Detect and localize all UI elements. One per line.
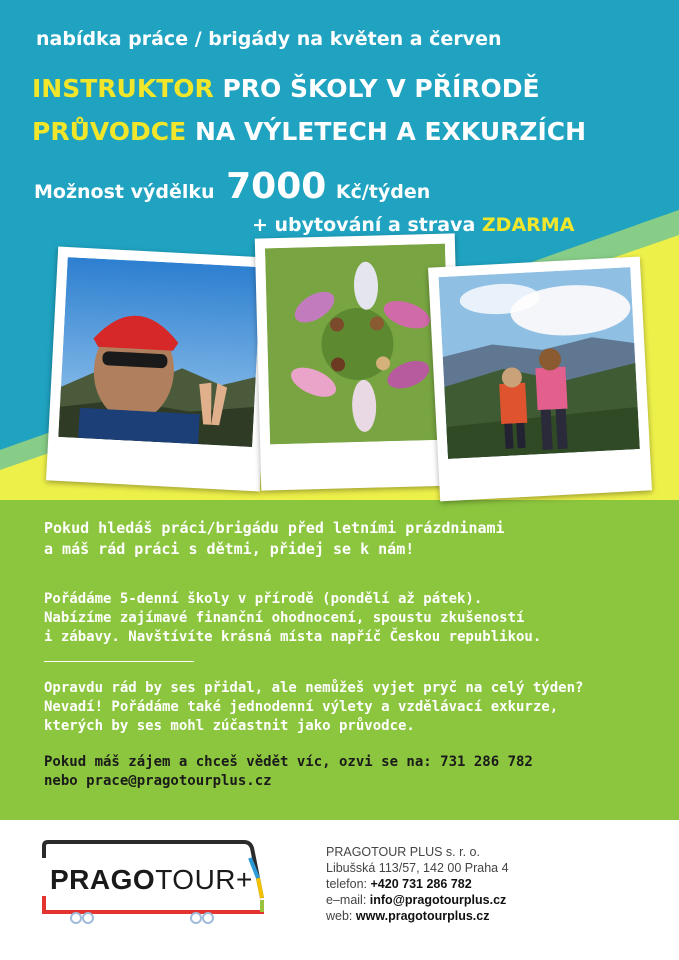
headline-instructor-highlight: INSTRUKTOR [32,74,214,103]
earnings-amount: 7000 [226,166,327,207]
logo-prago: PRAGO [50,864,156,895]
job-offer-subtitle: nabídka práce / brigády na květen a červen [36,28,502,50]
earnings-line [34,166,430,207]
logo-tour: TOUR+ [155,864,253,895]
headline-instructor [32,74,540,103]
pragotour-logo [36,838,276,928]
footer [0,820,679,960]
web-link[interactable]: www.pragotourplus.cz [355,909,490,923]
headline-guide-highlight: PRŮVODCE [32,117,187,146]
earnings-prefix: Možnost výdělku [34,181,215,203]
about-paragraph [44,590,541,647]
email-label: e–mail: [326,893,367,907]
photo-cyclist [46,247,272,492]
intro-line: Pokud hledáš práci/brigádu před letními prázdninami [44,519,505,537]
benefits-prefix: + ubytování a strava [252,214,476,236]
trips-line: kterých by ses mohl zúčastnit jako průvodce. [44,718,415,734]
contact-paragraph [44,753,533,791]
trips-line: Nevadí! Pořádáme také jednodenní výlety a vzdělávací exkurze, [44,699,559,715]
company-web [326,908,489,924]
benefits-free: ZDARMA [481,214,575,236]
web-label: web: [326,909,353,923]
photo-children-mountains [428,257,652,502]
earnings-unit: Kč/týden [335,181,431,203]
company-phone [326,876,472,892]
intro-paragraph [44,518,505,560]
benefits-line [252,214,574,236]
intro-line: a máš rád práci s dětmi, přidej se k nám! [44,540,415,558]
headline-guide [32,117,586,146]
trips-line: Opravdu rád by ses přidal, ale nemůžeš vyjet pryč na celý týden? [44,680,584,696]
headline-instructor-rest: PRO ŠKOLY V PŘÍRODĚ [222,74,540,103]
about-line: Pořádáme 5-denní školy v přírodě (pondělí až pátek). [44,591,483,607]
phone-label: telefon: [326,877,368,891]
phone-value[interactable]: +420 731 286 782 [370,877,472,891]
children-circle-image [265,244,450,445]
trips-paragraph [44,679,583,736]
contact-line: nebo prace@pragotourplus.cz [44,773,272,789]
email-link[interactable]: info@pragotourplus.cz [369,893,507,907]
cyclist-image [58,257,261,447]
about-line: i zábavy. Navštívíte krásná místa napříč Českou republikou. [44,629,542,645]
company-address: Libušská 113/57, 142 00 Praha 4 [326,861,509,875]
children-mountains-image [439,267,640,459]
contact-line: Pokud máš zájem a chceš vědět víc, ozvi se na: 731 286 782 [44,754,533,770]
company-email [326,892,506,908]
headline-guide-rest: NA VÝLETECH A EXKURZÍCH [194,117,587,146]
divider [44,661,194,662]
company-name: PRAGOTOUR PLUS s. r. o. [326,845,480,859]
about-line: Nabízíme zajímavé finanční ohodnocení, spoustu zkušeností [44,610,525,626]
